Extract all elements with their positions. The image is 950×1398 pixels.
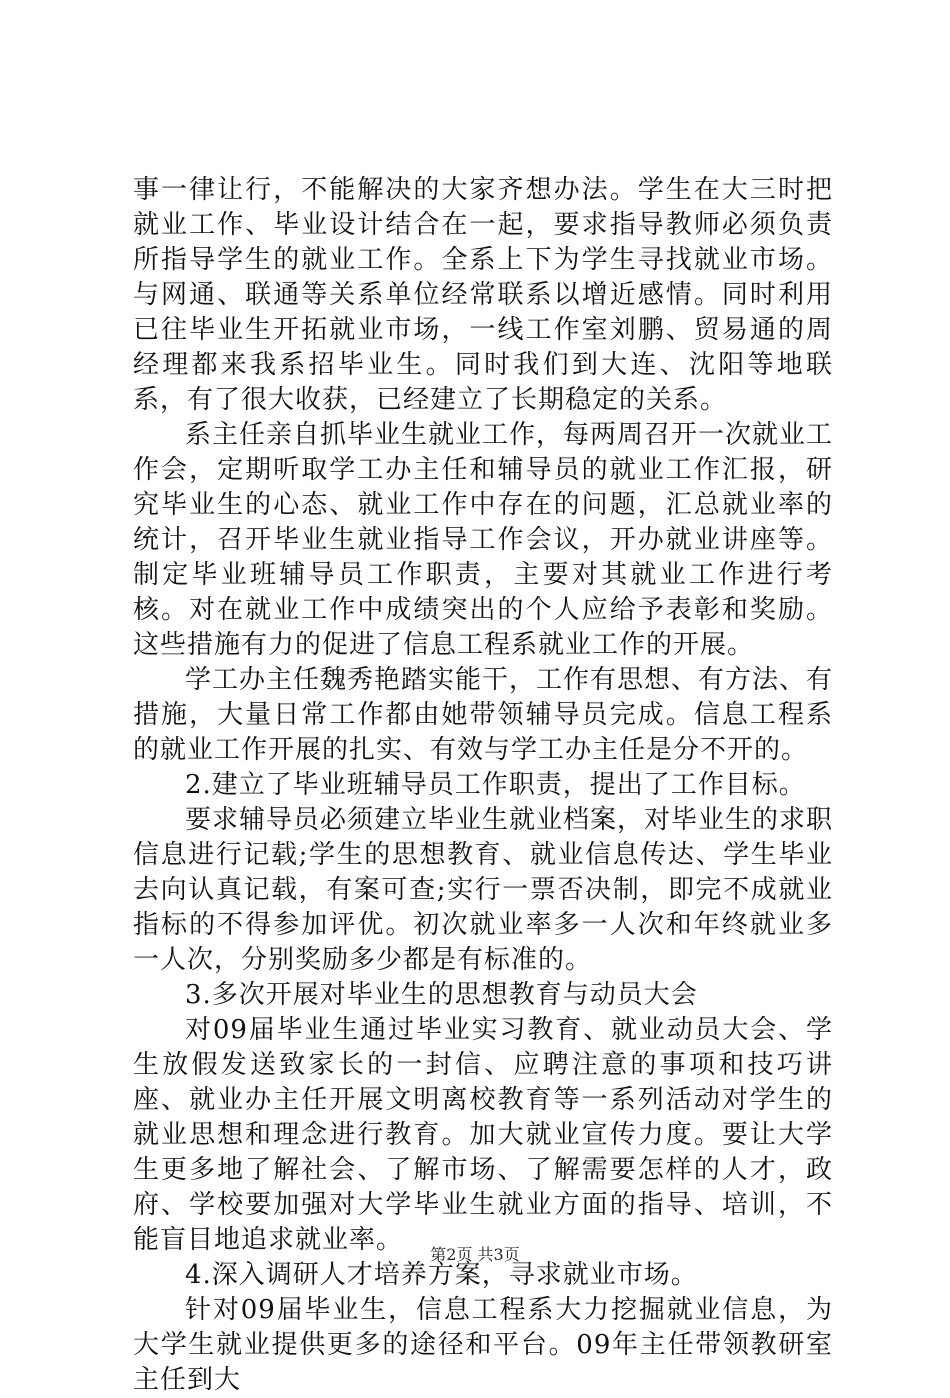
paragraph-department-head: 系主任亲自抓毕业生就业工作，每两周召开一次就业工作会，定期听取学工办主任和辅导员的就业工作汇报，研究毕业生的心态、就业工作中存在的问题，汇总就业率的统计，召开毕业生就业指导工作会议，开办就业讲座等。制定毕业班辅导员工作职责，主要对其就业工作进行考核。对在就业工作中成绩突出的个人应给予表彰和奖励。这些措施有力的促进了信息工程系就业工作的开展。 bbox=[133, 420, 834, 660]
paragraph-counselor-duties: 要求辅导员必须建立毕业生就业档案，对毕业生的求职信息进行记载;学生的思想教育、就业信息传达、学生毕业去向认真记载，有案可查;实行一票否决制，即完不成就业指标的不得参加评优。初次就业率多一人次和年终就业多一人次，分别奖励多少都是有标准的。 bbox=[133, 805, 834, 975]
paragraph-office-director: 学工办主任魏秀艳踏实能干，工作有思想、有方法、有措施，大量日常工作都由她带领辅导员完成。信息工程系的就业工作开展的扎实、有效与学工办主任是分不开的。 bbox=[133, 665, 834, 765]
paragraph-job-market: 针对09届毕业生，信息工程系大力挖掘就业信息，为大学生就业提供更多的途径和平台。09年主任带领教研室主任到大 bbox=[133, 1295, 833, 1395]
section-heading-2: 2.建立了毕业班辅导员工作职责，提出了工作目标。 bbox=[185, 770, 806, 800]
paragraph-ideological-education: 对09届毕业生通过毕业实习教育、就业动员大会、学生放假发送致家长的一封信、应聘注意的事项和技巧讲座、就业办主任开展文明离校教育等一系列活动对学生的就业思想和理念进行教育。加大就业宣传力度。要让大学生更多地了解社会、了解市场、了解需要怎样的人才，政府、学校要加强对大学毕业生就业方面的指导、培训，不能盲目地追求就业率。 bbox=[133, 1015, 833, 1255]
section-heading-4: 4.深入调研人才培养方案，寻求就业市场。 bbox=[185, 1260, 698, 1290]
page-footer: 第2页 共3页 bbox=[430, 1245, 520, 1264]
section-heading-3: 3.多次开展对毕业生的思想教育与动员大会 bbox=[185, 980, 698, 1010]
paragraph-continuation: 事一律让行，不能解决的大家齐想办法。学生在大三时把就业工作、毕业设计结合在一起，要求指导教师必须负责所指导学生的就业工作。全系上下为学生寻找就业市场。与网通、联通等关系单位经常联系以增近感情。同时利用已往毕业生开拓就业市场，一线工作室刘鹏、贸易通的周经理都来我系招毕业生。同时我们到大连、沈阳等地联系，有了很大收获，已经建立了长期稳定的关系。 bbox=[133, 175, 833, 415]
document-body bbox=[133, 173, 833, 1398]
